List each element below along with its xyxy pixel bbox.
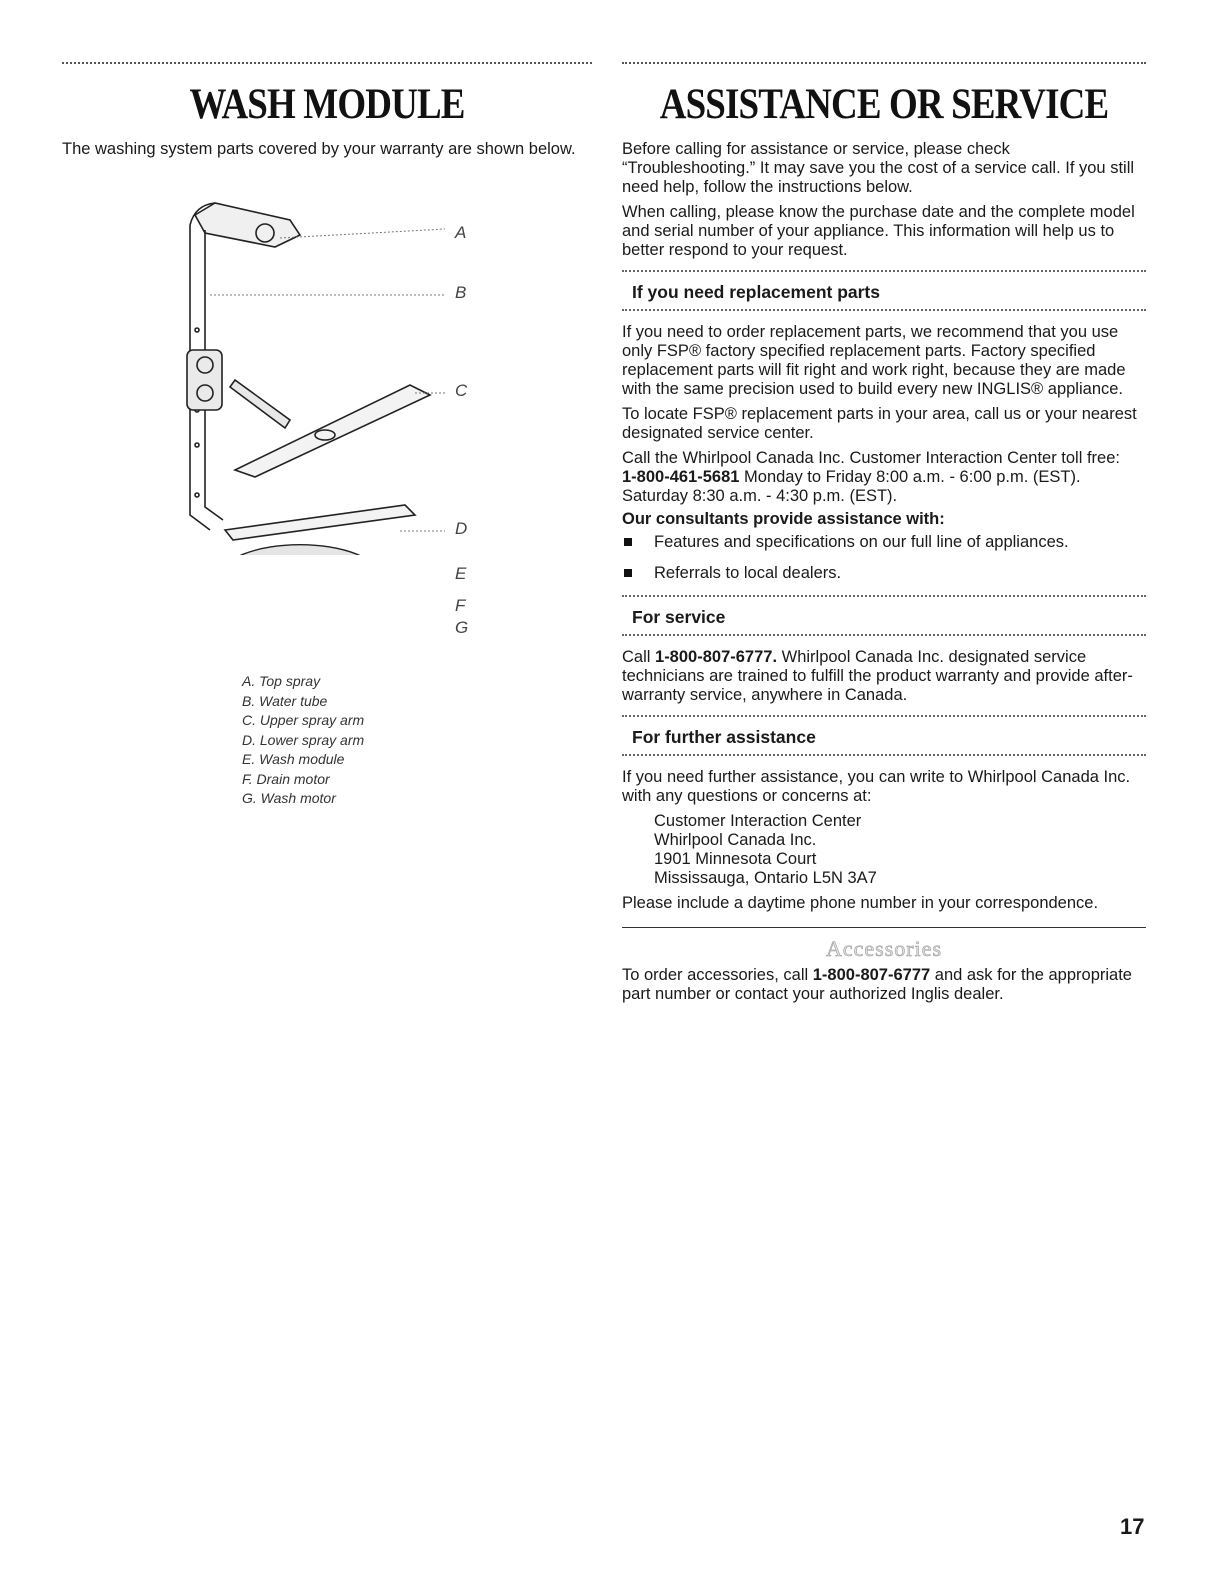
further-assistance-section (622, 715, 1146, 913)
caption-item: A. Top spray (242, 673, 321, 689)
accessories-divider (622, 927, 1146, 928)
wash-system-diagram (115, 135, 475, 555)
replacement-parts-section (622, 270, 1146, 583)
figure-label-f: F (455, 596, 466, 615)
caption-item: F. Drain motor (242, 770, 330, 787)
address-line: Mississauga, Ontario L5N 3A7 (654, 869, 877, 887)
section-divider (622, 634, 1146, 640)
consultants-heading: Our consultants provide assistance with: (622, 510, 945, 528)
top-divider (622, 62, 1146, 68)
right-column (622, 62, 1146, 1010)
page-number: 17 (1120, 1514, 1145, 1539)
accessories-text (622, 966, 1146, 1004)
caption-item: C. Upper spray arm (242, 712, 365, 728)
address-line: 1901 Minnesota Court (654, 850, 817, 868)
further-assistance-text: If you need further assistance, you can write to Whirlpool Canada Inc. with any questions or concerns at: (622, 768, 1131, 805)
address-line: Whirlpool Canada Inc. (654, 831, 817, 849)
section-divider (622, 754, 1146, 760)
figure-label-a: A (455, 223, 467, 242)
assistance-intro-2: When calling, please know the purchase date and the complete model and serial number of your appliance. This information will help us to better respond to your request. (622, 203, 1135, 259)
service-section (622, 595, 1146, 705)
further-assistance-heading: For further assistance (632, 727, 816, 747)
caption-item: G. Wash motor (242, 790, 336, 806)
hours-text: Monday to Friday 8:00 a.m. - 6:00 p.m. (EST). Saturday 8:30 a.m. - 4:30 p.m. (EST). (622, 468, 1081, 505)
phone-number: 1-800-461-5681 (622, 468, 740, 486)
replacement-parts-text: If you need to order replacement parts, we recommend that you use only FSP® factory specified replacement parts. Factory specified replacement parts will fit right and work right, because they are made with the same precision used to build every new INGLIS® appliance. (622, 323, 1126, 398)
service-text (622, 648, 1146, 705)
figure-captions (242, 672, 364, 809)
caption-item: E. Wash module (242, 751, 345, 767)
figure-label-d: D (455, 519, 468, 538)
service-call-prefix: Call (622, 648, 656, 666)
assistance-intro-1: Before calling for assistance or service, please check “Troubleshooting.” It may save you the cost of a service call. If you still need help, follow the instructions below. (622, 140, 1135, 196)
list-item: Referrals to local dealers. (622, 564, 1146, 583)
figure-label-e: E (455, 564, 467, 583)
further-assistance-footer: Please include a daytime phone number in your correspondence. (622, 894, 1099, 912)
section-divider (622, 270, 1146, 276)
list-item: Features and specifications on our full line of appliances. (622, 533, 1146, 552)
wash-module-title: WASH MODULE (189, 81, 465, 128)
accessories-heading: Accessories (825, 936, 943, 961)
consultants-list (622, 533, 1146, 583)
mailing-address (654, 812, 1146, 888)
figure-label-c: C (455, 381, 468, 400)
assistance-title: ASSISTANCE OR SERVICE (659, 81, 1109, 128)
replacement-parts-heading: If you need replacement parts (632, 282, 880, 302)
service-description: Whirlpool Canada Inc. designated service technicians are trained to fulfill the product warranty and provide after-warranty service, anywhere in Canada. (622, 648, 1133, 704)
locate-parts-text: To locate FSP® replacement parts in your area, call us or your nearest designated service center. (622, 405, 1137, 442)
section-divider (622, 595, 1146, 601)
caption-item: D. Lower spray arm (242, 731, 365, 748)
accessories-phone: 1-800-807-6777 (812, 966, 931, 984)
call-center-text: Call the Whirlpool Canada Inc. Customer Interaction Center toll free: (622, 449, 1120, 467)
figure-label-b: B (455, 283, 467, 302)
service-phone: 1-800-807-6777. (655, 648, 778, 666)
figure-label-g: G (455, 618, 469, 637)
accessories-suffix: and ask for the appropriate part number or contact your authorized Inglis dealer. (622, 966, 1132, 1003)
service-heading: For service (632, 607, 726, 627)
section-divider (622, 715, 1146, 721)
phone-hours (622, 468, 1146, 506)
section-divider (622, 309, 1146, 315)
wash-module-intro: The washing system parts covered by your warranty are shown below. (62, 140, 576, 158)
top-divider (62, 62, 592, 68)
address-line: Customer Interaction Center (654, 812, 862, 830)
accessories-prefix: To order accessories, call (622, 966, 813, 984)
caption-item: B. Water tube (242, 692, 328, 709)
